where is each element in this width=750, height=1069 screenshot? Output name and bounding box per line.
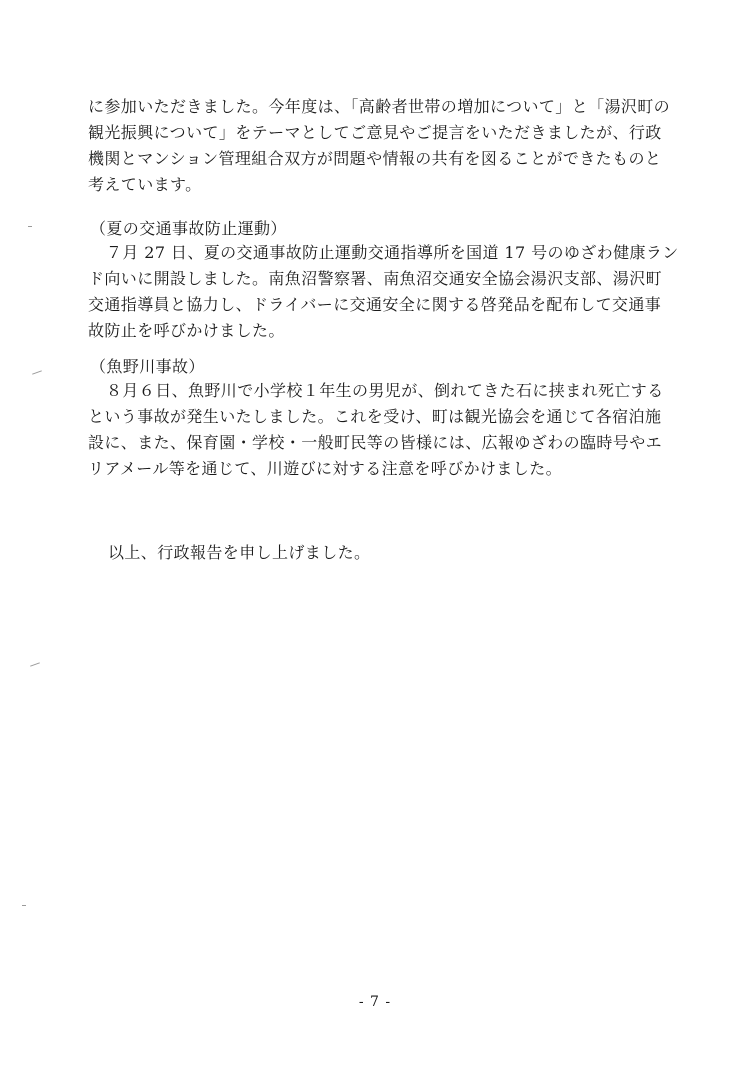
traffic-line: 交通指導員と協力し、ドライバーに交通安全に関する啓発品を配布して交通事 xyxy=(88,295,662,314)
intro-paragraph xyxy=(88,94,676,198)
river-line: リアメール等を通じて、川遊びに対する注意を呼びかけました。 xyxy=(88,459,563,478)
traffic-line: 故防止を呼びかけました。 xyxy=(88,321,285,340)
traffic-paragraph xyxy=(88,240,679,344)
intro-line: に参加いただきました。今年度は、「高齢者世帯の増加について」と「湯沢町の xyxy=(88,97,671,116)
closing-statement: 以上、行政報告を申し上げました。 xyxy=(108,543,371,562)
river-line: 設に、また、保育園・学校・一般町民等の皆様には、広報ゆざわの臨時号やエ xyxy=(88,433,663,452)
river-line: ８月６日、魚野川で小学校１年生の男児が、倒れてきた石に挟まれ死亡する xyxy=(106,381,664,400)
traffic-line: ド向いに開設しました。南魚沼警察署、南魚沼交通安全協会湯沢支部、湯沢町 xyxy=(88,269,663,288)
river-line: という事故が発生いたしました。これを受け、町は観光協会を通じて各宿泊施 xyxy=(88,407,662,426)
traffic-line: ７月 27 日、夏の交通事故防止運動交通指導所を国道 17 号のゆざわ健康ラン xyxy=(106,243,679,262)
scan-mark xyxy=(22,905,26,906)
scan-mark xyxy=(32,370,42,374)
intro-line: 考えています。 xyxy=(88,175,202,194)
page-number: - 7 - xyxy=(358,994,392,1010)
river-paragraph xyxy=(88,378,676,482)
section-heading-river: （魚野川事故） xyxy=(90,357,205,376)
scan-mark xyxy=(30,662,40,666)
scan-mark xyxy=(28,226,32,227)
intro-line: 機関とマンション管理組合双方が問題や情報の共有を図ることができたものと xyxy=(88,149,662,168)
section-heading-traffic: （夏の交通事故防止運動） xyxy=(90,219,287,238)
intro-line: 観光振興について」をテーマとしてご意見やご提言をいただきましたが、行政 xyxy=(88,123,662,142)
